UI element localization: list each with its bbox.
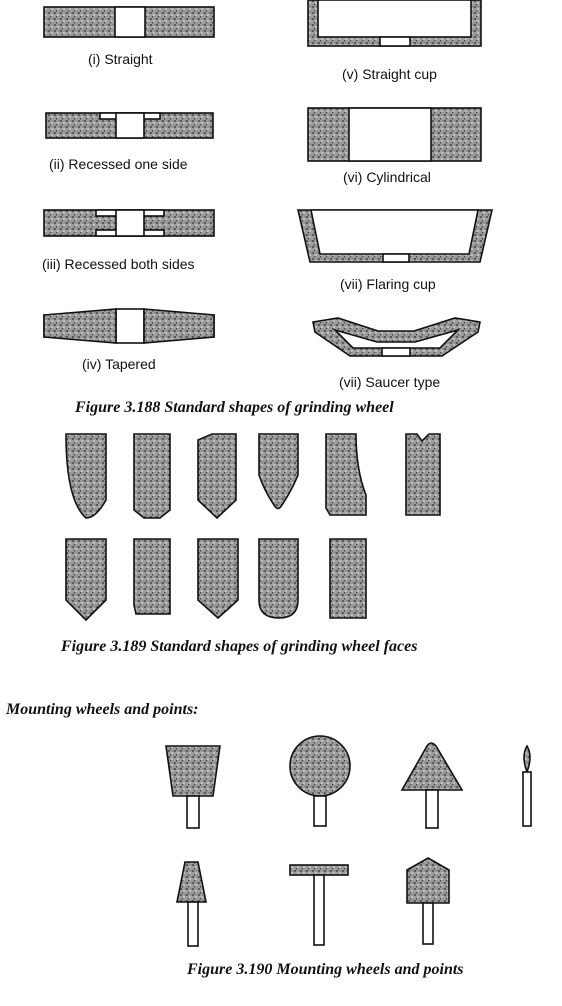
- wheel-straight-cup: [308, 0, 481, 46]
- wheel-recessed-both-sides: [44, 210, 214, 236]
- wheel-straight: [44, 7, 214, 37]
- caption-figure-3-188: Figure 3.188 Standard shapes of grinding wheel: [75, 399, 394, 416]
- point-spindle: [523, 746, 531, 826]
- point-cup-shaped: [166, 746, 220, 828]
- wheel-cylindrical: [308, 108, 481, 161]
- label-tapered: (iv) Tapered: [82, 356, 156, 372]
- point-tapered: [177, 862, 206, 946]
- label-saucer-type: (vii) Saucer type: [339, 374, 441, 390]
- label-recessed-one-side: (ii) Recessed one side: [49, 156, 188, 172]
- faces-row-2: [66, 539, 366, 620]
- caption-figure-3-190: Figure 3.190 Mounting wheels and points: [187, 961, 464, 978]
- label-flaring-cup: (vii) Flaring cup: [340, 276, 436, 292]
- caption-figure-3-189: Figure 3.189 Standard shapes of grinding wheel faces: [61, 638, 418, 655]
- wheel-tapered: [44, 309, 214, 343]
- label-cylindrical: (vi) Cylindrical: [343, 169, 431, 185]
- wheel-recessed-one-side: [46, 113, 213, 138]
- point-ball: [290, 736, 350, 826]
- section-heading: Mounting wheels and points:: [6, 701, 199, 718]
- point-pentagonal: [407, 858, 449, 944]
- faces-row-1: [66, 434, 440, 518]
- point-cone: [402, 743, 462, 828]
- point-disc: [290, 865, 348, 945]
- wheel-flaring-cup: [298, 210, 492, 262]
- label-straight-cup: (v) Straight cup: [342, 66, 437, 82]
- label-recessed-both-sides: (iii) Recessed both sides: [42, 256, 195, 272]
- wheel-saucer: [313, 318, 480, 356]
- label-straight: (i) Straight: [88, 51, 153, 67]
